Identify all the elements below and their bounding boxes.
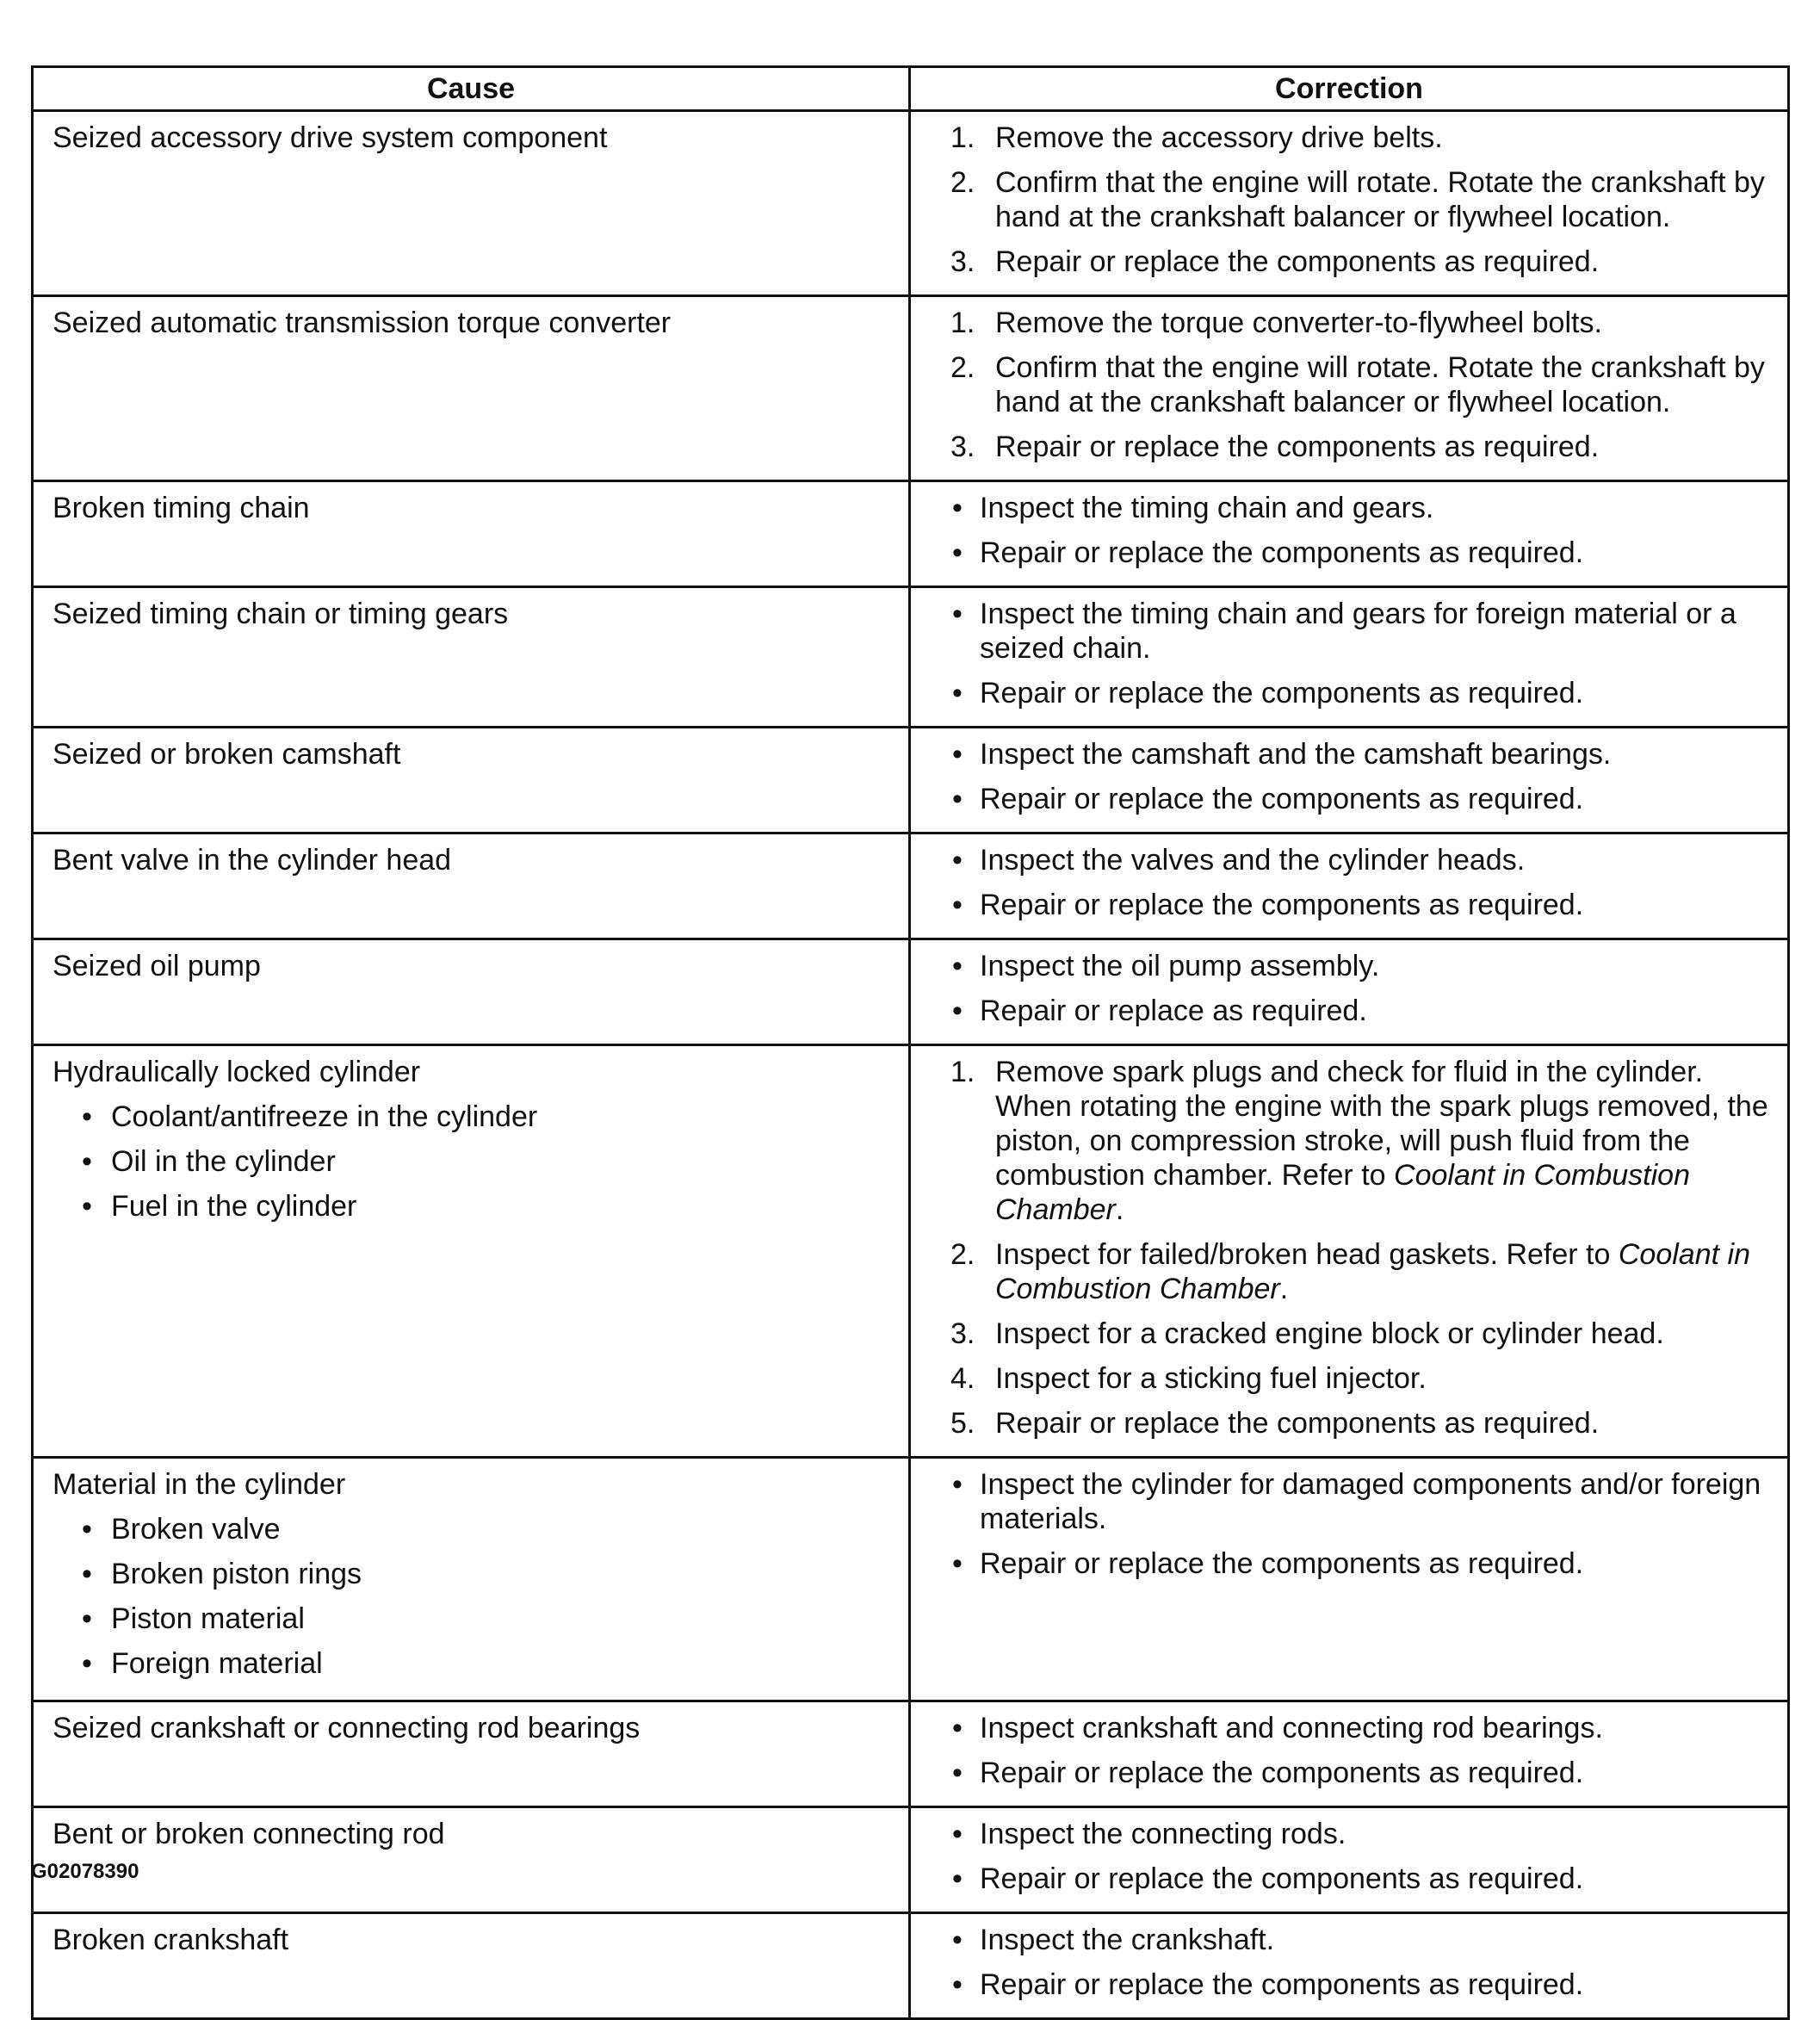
cause-cell — [33, 1807, 910, 1913]
table-row — [33, 1913, 1789, 2019]
cause-sub-item: • Coolant/antifreeze in the cylinder — [82, 1100, 893, 1134]
correction-step — [950, 491, 1779, 525]
correction-step — [950, 1467, 1779, 1536]
table-row — [33, 111, 1789, 296]
correction-step-text: Repair or replace the components as required. — [980, 677, 1584, 709]
bullet-marker: • — [952, 1818, 963, 1850]
correction-step — [950, 1923, 1779, 1957]
cause-sub-item: • Piston material — [82, 1602, 893, 1636]
correction-step — [950, 1817, 1779, 1851]
cause-cell — [33, 111, 910, 296]
bullet-marker: • — [952, 1924, 963, 1956]
correction-step-text: Repair or replace the components as required. — [980, 889, 1584, 921]
cause-cell — [33, 587, 910, 728]
step-number: 4. — [950, 1362, 975, 1395]
bullet-marker: • — [952, 677, 963, 709]
correction-step — [950, 737, 1779, 771]
correction-step-text: Remove the torque converter-to-flywheel bolts. — [995, 307, 1602, 339]
cause-cell — [33, 1701, 910, 1807]
correction-step — [950, 350, 1779, 419]
correction-step — [950, 1406, 1779, 1441]
bullet-marker: • — [952, 1712, 963, 1744]
cause-text: Seized or broken camshaft — [53, 738, 401, 771]
correction-step — [950, 1756, 1779, 1790]
correction-step-text: Repair or replace the components as required. — [995, 245, 1600, 278]
correction-step-text: Inspect the oil pump assembly. — [980, 950, 1380, 982]
step-number: 3. — [950, 1317, 975, 1350]
correction-step-text: Repair or replace the components as required. — [980, 1862, 1584, 1895]
cause-cell — [33, 1913, 910, 2019]
cause-cell — [33, 939, 910, 1045]
correction-step — [950, 782, 1779, 816]
cause-sub-item: • Broken valve — [82, 1512, 893, 1546]
table-row — [33, 939, 1789, 1045]
step-number: 2. — [950, 351, 975, 384]
bullet-marker: • — [952, 995, 963, 1027]
figure-id: G02078390 — [31, 1860, 139, 1883]
correction-bullet-list — [950, 597, 1779, 710]
correction-bullet-list — [950, 843, 1779, 922]
correction-cell — [910, 1458, 1789, 1701]
correction-step — [950, 1237, 1779, 1306]
cause-sub-list — [53, 1100, 893, 1224]
correction-cell — [910, 1701, 1789, 1807]
correction-step — [950, 843, 1779, 877]
correction-step-text: Inspect for a sticking fuel injector. — [995, 1362, 1427, 1395]
cause-text: Seized crankshaft or connecting rod bearings — [53, 1712, 641, 1744]
cause-text: Bent valve in the cylinder head — [53, 844, 452, 877]
correction-step — [950, 1317, 1779, 1351]
correction-bullet-list — [950, 491, 1779, 570]
correction-step — [950, 306, 1779, 340]
correction-cell — [910, 728, 1789, 833]
bullet-marker: • — [952, 1862, 963, 1895]
correction-step-text: Confirm that the engine will rotate. Rotate the crankshaft by hand at the crankshaft balancer or flywheel location. — [995, 166, 1765, 233]
cause-sub-list — [53, 1512, 893, 1681]
step-number: 5. — [950, 1407, 975, 1440]
step-number: 3. — [950, 431, 975, 463]
cause-cell — [33, 296, 910, 481]
cause-cell — [33, 1458, 910, 1701]
table-row — [33, 1045, 1789, 1458]
correction-step-text: Repair or replace the components as required. — [980, 1757, 1584, 1789]
correction-step-text: Repair or replace the components as required. — [980, 1547, 1584, 1580]
bullet-marker: • — [952, 889, 963, 921]
correction-step-text: Inspect for failed/broken head gaskets. Refer to Coolant in Combustion Chamber. — [995, 1238, 1750, 1305]
correction-bullet-list — [950, 1817, 1779, 1896]
correction-step-list — [950, 1055, 1779, 1441]
correction-cell — [910, 939, 1789, 1045]
correction-step — [950, 597, 1779, 666]
correction-bullet-list — [950, 949, 1779, 1028]
correction-step — [950, 1967, 1779, 2002]
correction-cell — [910, 481, 1789, 587]
bullet-marker: • — [952, 738, 963, 771]
diagnosis-table — [31, 65, 1790, 2020]
correction-step — [950, 121, 1779, 155]
bullet-marker: • — [952, 598, 963, 630]
correction-step-text: Repair or replace as required. — [980, 995, 1367, 1027]
correction-bullet-list — [950, 1923, 1779, 2002]
correction-step-text: Inspect the cylinder for damaged components and/or foreign materials. — [980, 1468, 1761, 1535]
correction-step-text: Inspect the valves and the cylinder heads. — [980, 844, 1526, 877]
cause-text: Hydraulically locked cylinder — [53, 1056, 421, 1088]
table-row — [33, 1701, 1789, 1807]
cause-text: Broken crankshaft — [53, 1924, 289, 1956]
step-number: 1. — [950, 1056, 975, 1088]
cause-sub-item: • Fuel in the cylinder — [82, 1189, 893, 1224]
table-row — [33, 1807, 1789, 1913]
cause-text: Seized oil pump — [53, 950, 261, 982]
correction-step — [950, 1711, 1779, 1745]
correction-step-text: Repair or replace the components as required. — [980, 536, 1584, 569]
bullet-marker: • — [952, 1968, 963, 2001]
correction-step — [950, 1546, 1779, 1581]
correction-step-text: Repair or replace the components as required. — [995, 431, 1600, 463]
cause-cell — [33, 481, 910, 587]
correction-step-text: Inspect crankshaft and connecting rod bearings. — [980, 1712, 1603, 1744]
cause-text: Broken timing chain — [53, 492, 310, 524]
bullet-marker: • — [952, 950, 963, 982]
table-header-row — [33, 67, 1789, 111]
correction-step-list — [950, 306, 1779, 464]
bullet-marker: • — [952, 1757, 963, 1789]
correction-step — [950, 888, 1779, 922]
correction-step — [950, 1862, 1779, 1896]
correction-step-text: Confirm that the engine will rotate. Rotate the crankshaft by hand at the crankshaft balancer or flywheel location. — [995, 351, 1765, 418]
step-number: 3. — [950, 245, 975, 278]
correction-step — [950, 245, 1779, 279]
correction-step — [950, 949, 1779, 983]
cause-sub-item: • Broken piston rings — [82, 1557, 893, 1591]
correction-cell — [910, 1913, 1789, 2019]
correction-step-text: Remove spark plugs and check for fluid in the cylinder. When rotating the engine with the spark plugs removed, the piston, on compression stroke, will push fluid from the combustion chamber. Refer to Coolant in Combustion Chamber. — [995, 1056, 1768, 1226]
step-number: 2. — [950, 166, 975, 199]
correction-step — [950, 165, 1779, 234]
table-body — [33, 111, 1789, 2019]
correction-bullet-list — [950, 1467, 1779, 1581]
correction-bullet-list — [950, 1711, 1779, 1790]
correction-column-header: Correction — [910, 67, 1789, 111]
cause-sub-item: • Foreign material — [82, 1646, 893, 1681]
correction-step-text: Repair or replace the components as required. — [980, 1968, 1584, 2001]
correction-cell — [910, 1045, 1789, 1458]
correction-cell — [910, 296, 1789, 481]
step-number: 2. — [950, 1238, 975, 1271]
bullet-marker: • — [952, 492, 963, 524]
bullet-marker: • — [952, 1468, 963, 1501]
correction-step-text: Inspect the timing chain and gears. — [980, 492, 1434, 524]
correction-bullet-list — [950, 737, 1779, 816]
correction-cell — [910, 833, 1789, 939]
correction-step-text: Inspect the crankshaft. — [980, 1924, 1275, 1956]
correction-step-text: Remove the accessory drive belts. — [995, 121, 1443, 154]
table-row — [33, 728, 1789, 833]
correction-step-text: Inspect the timing chain and gears for foreign material or a seized chain. — [980, 598, 1736, 665]
table-row — [33, 587, 1789, 728]
correction-step-list — [950, 121, 1779, 279]
step-number: 1. — [950, 307, 975, 339]
bullet-marker: • — [952, 1547, 963, 1580]
bullet-marker: • — [952, 844, 963, 877]
correction-step — [950, 536, 1779, 570]
bullet-marker: • — [952, 783, 963, 815]
correction-cell — [910, 1807, 1789, 1913]
table-row — [33, 296, 1789, 481]
correction-step-text: Repair or replace the components as required. — [980, 783, 1584, 815]
correction-step-text: Inspect the connecting rods. — [980, 1818, 1346, 1850]
table-row — [33, 833, 1789, 939]
cause-text: Bent or broken connecting rod — [53, 1818, 445, 1850]
cause-text: Seized timing chain or timing gears — [53, 598, 509, 630]
correction-step — [950, 676, 1779, 710]
correction-step — [950, 1055, 1779, 1227]
step-number: 1. — [950, 121, 975, 154]
cause-column-header: Cause — [33, 67, 910, 111]
correction-cell — [910, 111, 1789, 296]
cause-sub-item: • Oil in the cylinder — [82, 1144, 893, 1179]
correction-step — [950, 430, 1779, 464]
table-row — [33, 481, 1789, 587]
table-row — [33, 1458, 1789, 1701]
correction-step-text: Repair or replace the components as required. — [995, 1407, 1600, 1440]
cause-cell — [33, 1045, 910, 1458]
cause-text: Seized accessory drive system component — [53, 121, 608, 154]
correction-step-text: Inspect for a cracked engine block or cylinder head. — [995, 1317, 1664, 1350]
correction-step-text: Inspect the camshaft and the camshaft bearings. — [980, 738, 1612, 771]
correction-step — [950, 994, 1779, 1028]
correction-cell — [910, 587, 1789, 728]
cause-cell — [33, 728, 910, 833]
cause-text: Material in the cylinder — [53, 1468, 346, 1501]
correction-step — [950, 1361, 1779, 1396]
cause-cell — [33, 833, 910, 939]
bullet-marker: • — [952, 536, 963, 569]
cause-text: Seized automatic transmission torque converter — [53, 307, 672, 339]
